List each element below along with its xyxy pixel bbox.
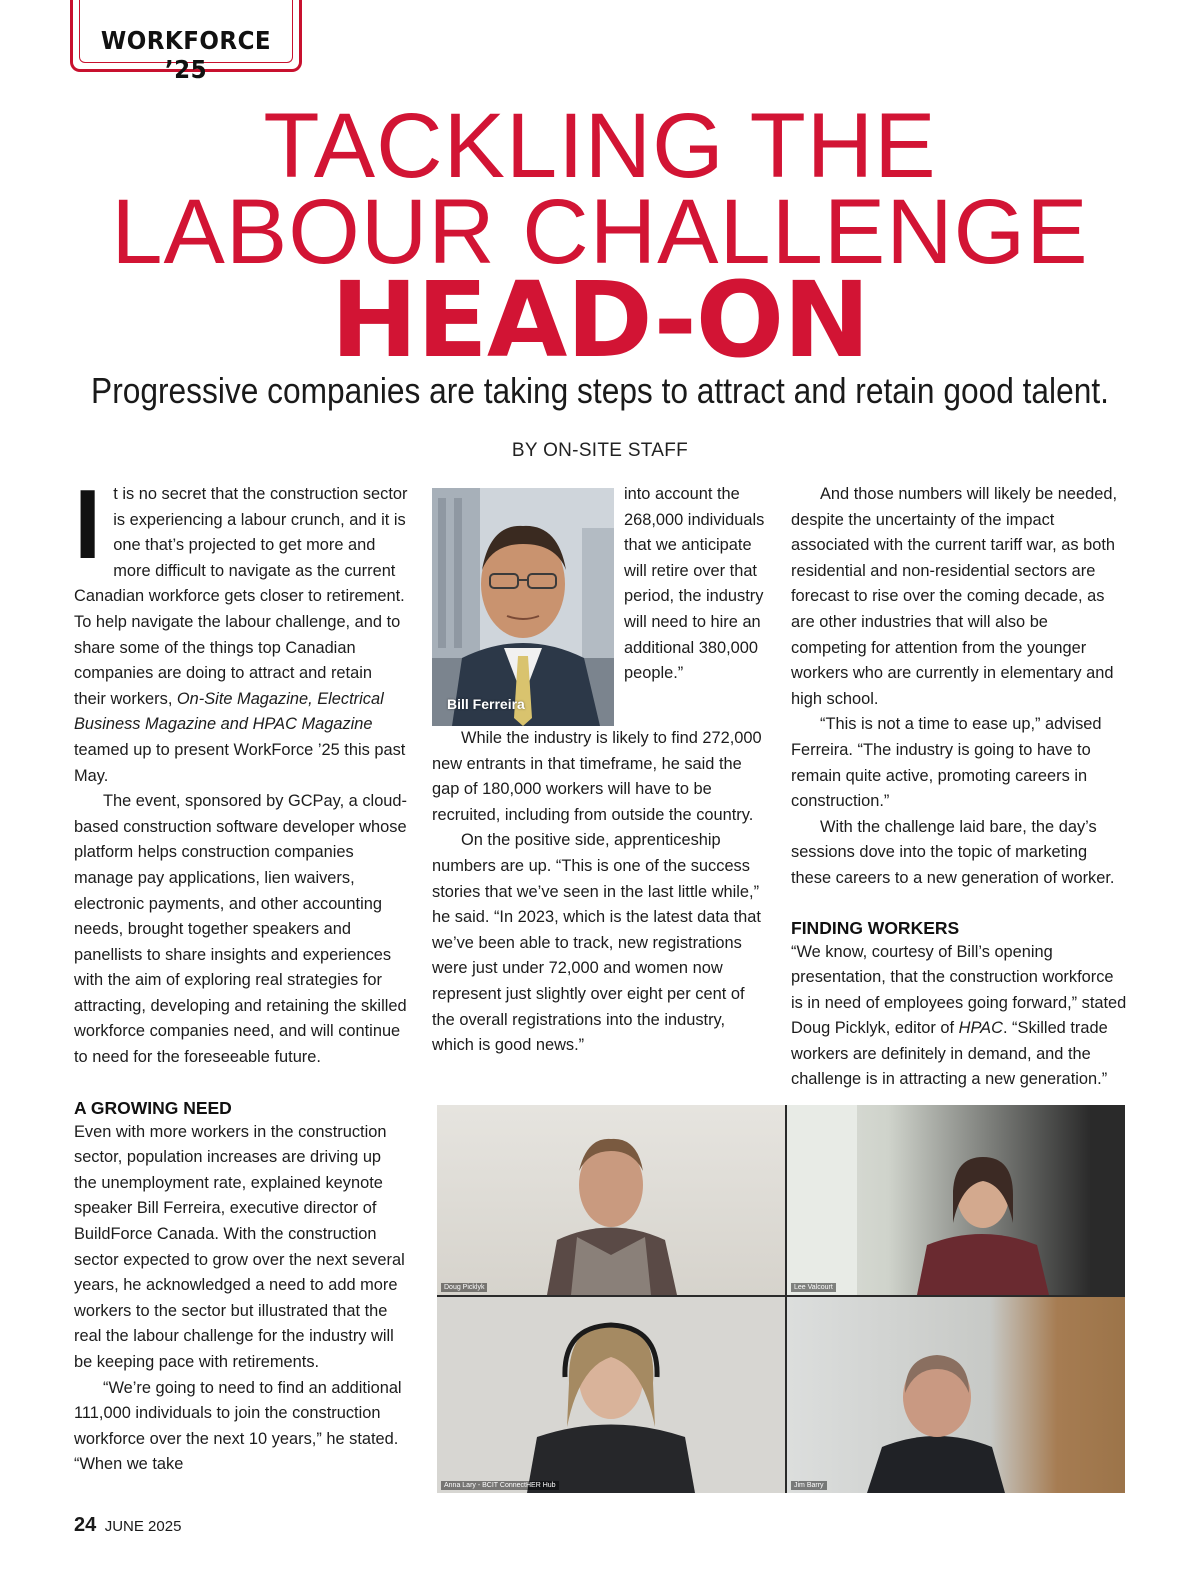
- video-tile: [437, 1297, 785, 1493]
- magazine-names: On-Site Magazine, Electrical Business Magazine and HPAC Magazine: [74, 689, 384, 734]
- page-number: 24: [74, 1514, 97, 1536]
- section-heading-growing-need: A GROWING NEED: [74, 1097, 232, 1118]
- paragraph: On the positive side, apprenticeship numbers are up. “This is one of the success stories that we’ve seen in the last little while,” he said. “In 2023, which is the latest data that we’ve been able to track, new registrations were just under 72,000 and women now represent just slightly over eight per cent of the overall registrations into the industry, which is good news.”: [432, 831, 761, 1055]
- quote-text-end: . “Skilled trade workers are definitely in demand, and the challenge is in attracting a new generation.”: [791, 1019, 1108, 1089]
- photo-caption: Bill Ferreira: [447, 696, 525, 712]
- intro-text-end: teamed up to present WorkForce ’25 this past May.: [74, 740, 406, 785]
- folio: [74, 1514, 181, 1537]
- video-tile: [437, 1105, 785, 1295]
- column-2: [432, 482, 768, 1059]
- photo-wrap-spacer: [432, 482, 624, 726]
- paragraph: into account the 268,000 individuals that we anticipate will retire over that period, the industry will need to hire an additional 380,000 people.”: [624, 485, 765, 683]
- paragraph: With the challenge laid bare, the day’s sessions dove into the topic of marketing these careers to a new generation of worker.: [791, 817, 1115, 887]
- intro-paragraph: [74, 469, 408, 789]
- column-1: [74, 469, 408, 1478]
- participant-name: Doug Picklyk: [441, 1283, 487, 1292]
- intro-text: t is no secret that the construction sector is experiencing a labour crunch, and it is one that’s projected to get more and more difficult to navigate as the current Canadian workforce gets closer to retirement. To help navigate the labour challenge, and to share some of the things top Canadian companies are doing to attract and retain their workers,: [74, 485, 408, 708]
- subhead: Progressive companies are taking steps to attract and retain good talent.: [91, 370, 1109, 411]
- video-tile: [787, 1105, 1125, 1295]
- participant-name: Jim Barry: [791, 1481, 827, 1490]
- section-label: WORKFORCE ’25: [100, 26, 272, 84]
- column-3: [791, 482, 1127, 1093]
- person-icon: [787, 1297, 1125, 1493]
- paragraph: Even with more workers in the construction sector, population increases are driving up the unemployment rate, explained keynote speaker Bill Ferreira, executive director of BuildForce Canada. With the construction sector expected to grow over the next several years, he acknowledged a need to add more workers to the sector but illustrated that the real the labour challenge for the industry will be keeping pace with retirements.: [74, 1122, 405, 1371]
- person-icon: [437, 1105, 785, 1295]
- issue-date: JUNE 2025: [104, 1518, 182, 1535]
- paragraph: While the industry is likely to find 272,000 new entrants in that timeframe, he said the gap of 180,000 workers will have to be recruited, including from outside the country.: [432, 729, 762, 824]
- headline-line-2: LABOUR CHALLENGE: [111, 181, 1089, 283]
- section-tab: [70, 0, 302, 84]
- person-icon: [787, 1105, 1125, 1295]
- person-icon: [437, 1297, 785, 1493]
- participant-name: Lee Valcourt: [791, 1283, 836, 1292]
- magazine-name: HPAC: [958, 1019, 1003, 1038]
- video-call-screenshot: [437, 1105, 1125, 1493]
- drop-cap: I: [74, 469, 102, 579]
- headline-line-3: HEAD-ON: [330, 259, 870, 381]
- paragraph: “This is not a time to ease up,” advised Ferreira. “The industry is going to have to remain quite active, promoting careers in construction.”: [791, 715, 1102, 811]
- paragraph: [791, 940, 1127, 1094]
- participant-name: Anna Lary - BCIT ConnectHER Hub: [441, 1481, 559, 1490]
- headline-line-1: TACKLING THE: [263, 95, 937, 197]
- paragraph: “We’re going to need to find an additional 111,000 individuals to join the construction workforce over the next 10 years,” he stated. “When we take: [74, 1378, 402, 1474]
- section-heading-finding-workers: FINDING WORKERS: [791, 917, 960, 938]
- video-tile: [787, 1297, 1125, 1493]
- paragraph: And those numbers will likely be needed, despite the uncertainty of the impact associated with the current tariff war, as both residential and non-residential sectors are forecast to rise over the coming decade, as are other industries that will also be competing for attention from the younger workers who are currently in elementary and high school.: [791, 485, 1118, 708]
- byline: BY ON-SITE STAFF: [511, 440, 689, 461]
- paragraph: The event, sponsored by GCPay, a cloud-based construction software developer whose platform helps construction companies manage pay applications, lien waivers, electronic payments, and other accounting needs, brought together speakers and panellists to share insights and experiences with the aim of exploring real strategies for attracting, developing and retaining the skilled workforce companies need, and will continue to need for the foreseeable future.: [74, 792, 407, 1067]
- quote-text: “We know, courtesy of Bill’s opening presentation, that the construction workforce is in need of employees going forward,” stated Doug Picklyk, editor of: [791, 942, 1127, 1038]
